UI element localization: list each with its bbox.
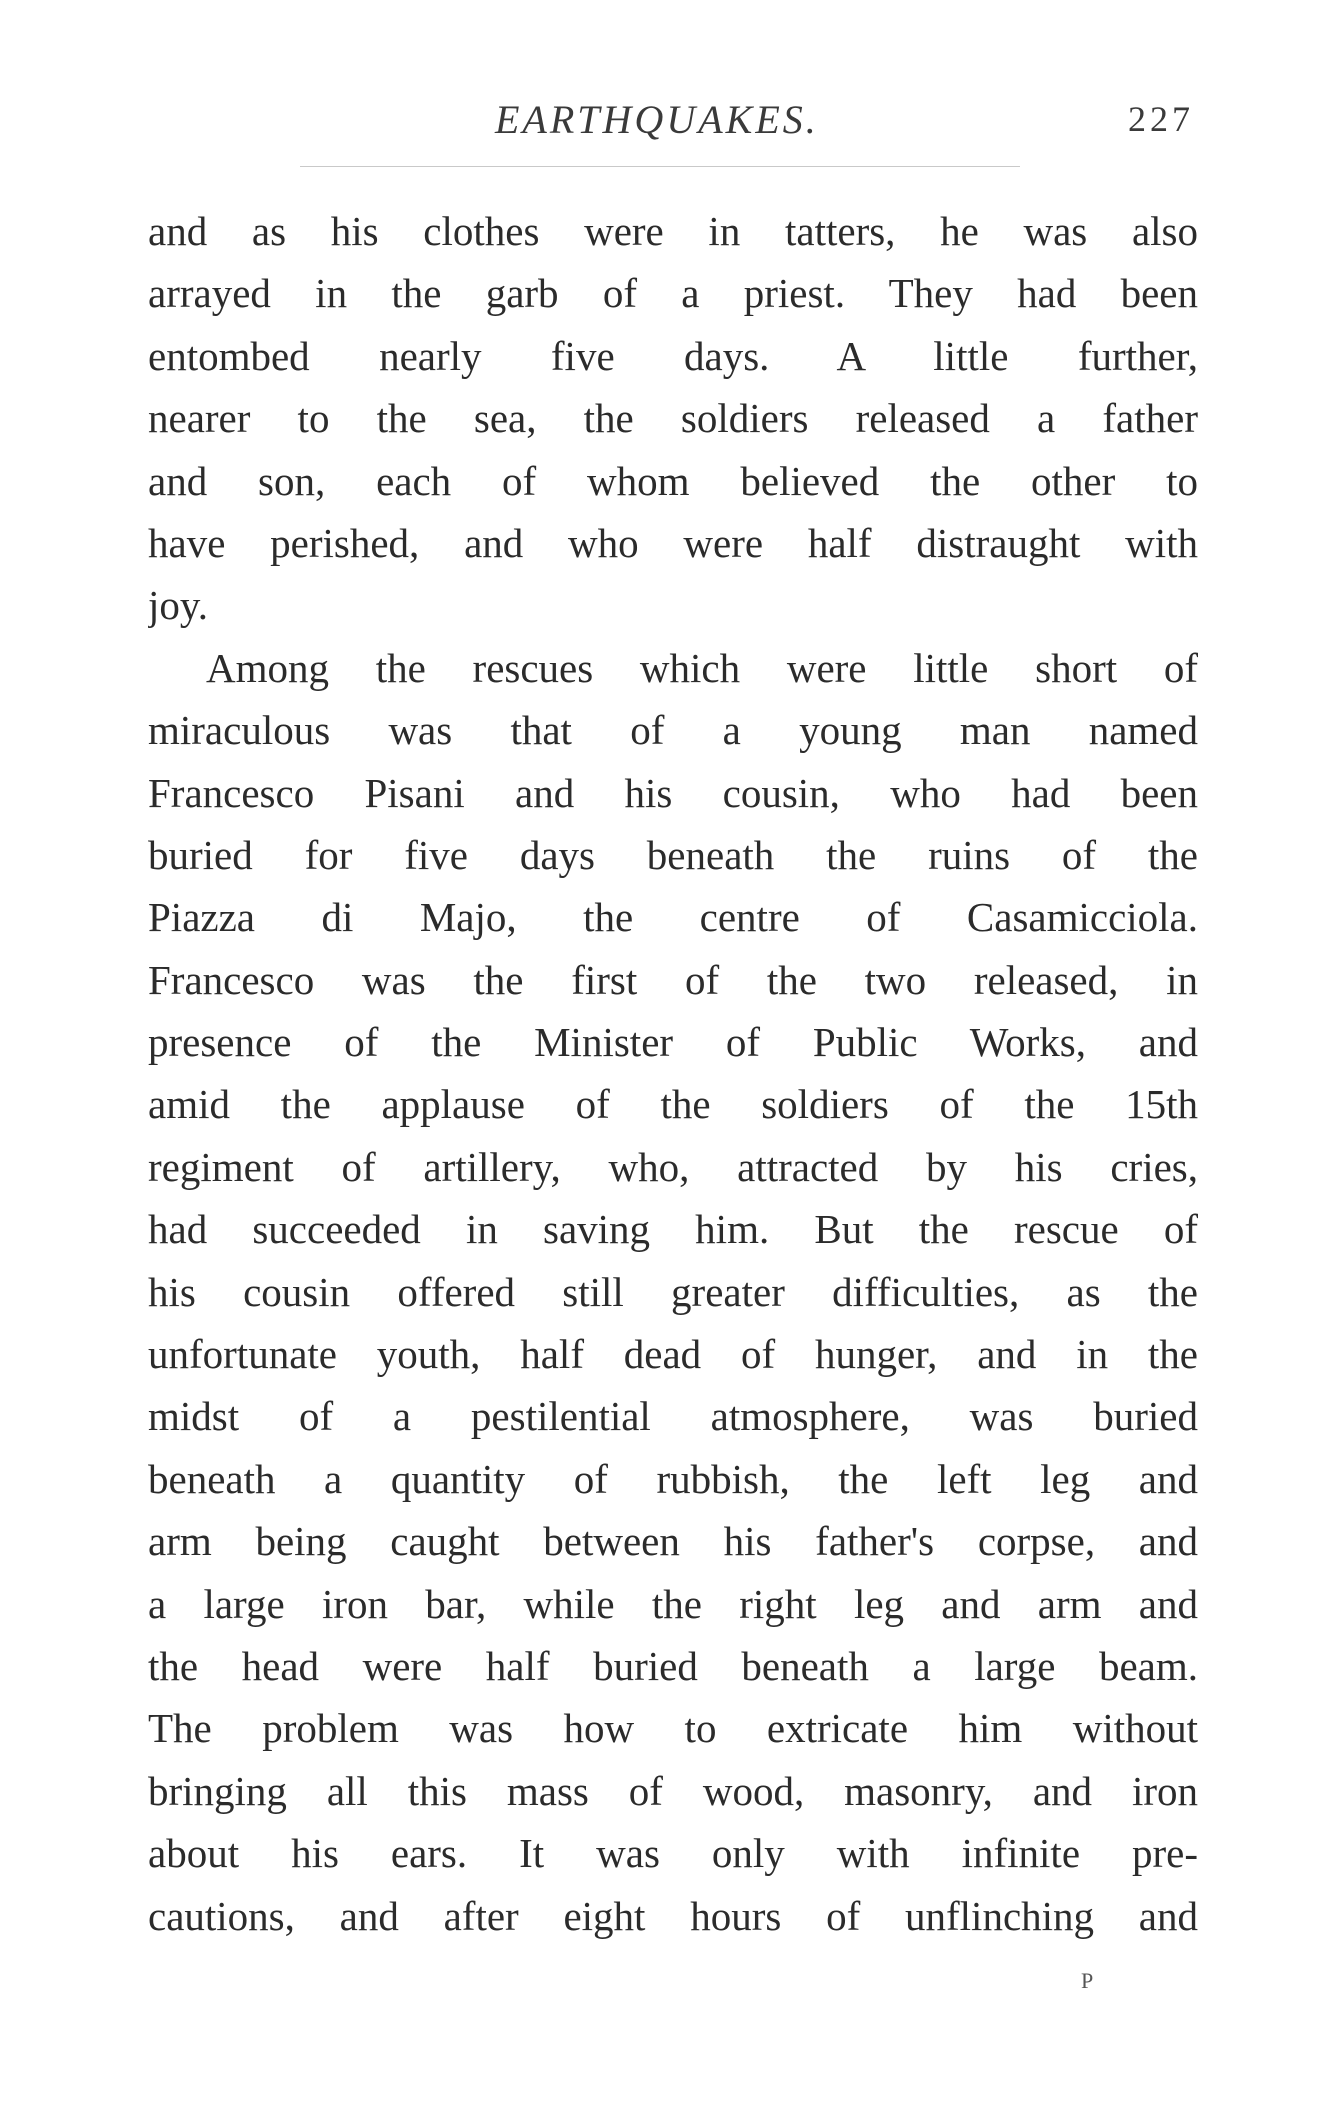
text-line: amid the applause of the soldiers of the 15th xyxy=(148,1081,1198,1128)
text-line: Francesco Pisani and his cousin, who had been xyxy=(148,769,1198,816)
text-line: had succeeded in saving him. But the rescue of xyxy=(148,1206,1198,1253)
text-line: the head were half buried beneath a large beam. xyxy=(148,1642,1198,1689)
paragraph-end-line: joy. xyxy=(148,582,208,629)
text-line: cautions, and after eight hours of unflinching and xyxy=(148,1892,1198,1939)
text-line: arm being caught between his father's corpse, and xyxy=(148,1518,1198,1565)
text-line: beneath a quantity of rubbish, the left leg and xyxy=(148,1455,1198,1502)
header-rule xyxy=(300,166,1020,167)
text-line: entombed nearly five days. A little further, xyxy=(148,332,1198,379)
text-line: a large iron bar, while the right leg and arm and xyxy=(148,1580,1198,1627)
text-line: Piazza di Majo, the centre of Casamicciola. xyxy=(148,894,1198,941)
text-line: bringing all this mass of wood, masonry, and iron xyxy=(148,1767,1198,1814)
page-number: 227 xyxy=(1128,99,1194,139)
text-line: regiment of artillery, who, attracted by his cries, xyxy=(148,1143,1198,1190)
text-line: and as his clothes were in tatters, he was also xyxy=(148,208,1198,254)
body-text xyxy=(148,200,1198,1947)
text-line: midst of a pestilential atmosphere, was buried xyxy=(148,1393,1198,1440)
text-line: about his ears. It was only with infinite pre- xyxy=(148,1830,1198,1877)
text-line: nearer to the sea, the soldiers released a father xyxy=(148,395,1198,442)
text-line: have perished, and who were half distraught with xyxy=(148,519,1198,566)
text-line: unfortunate youth, half dead of hunger, and in the xyxy=(148,1331,1198,1378)
text-line: presence of the Minister of Public Works, and xyxy=(148,1019,1198,1066)
text-line: his cousin offered still greater difficulties, as the xyxy=(148,1268,1198,1315)
text-line: The problem was how to extricate him without xyxy=(148,1705,1198,1752)
text-line: Francesco was the first of the two released, in xyxy=(148,956,1198,1003)
text-line: and son, each of whom believed the other to xyxy=(148,457,1198,504)
text-line: arrayed in the garb of a priest. They had been xyxy=(148,270,1198,317)
running-title: EARTHQUAKES. xyxy=(495,97,819,142)
text-line: buried for five days beneath the ruins of the xyxy=(148,831,1198,878)
signature-mark: P xyxy=(1081,1968,1095,1993)
text-line: miraculous was that of a young man named xyxy=(148,707,1198,754)
running-head xyxy=(0,96,1330,148)
paragraph-start-line: Among the rescues which were little short of xyxy=(206,644,1198,691)
